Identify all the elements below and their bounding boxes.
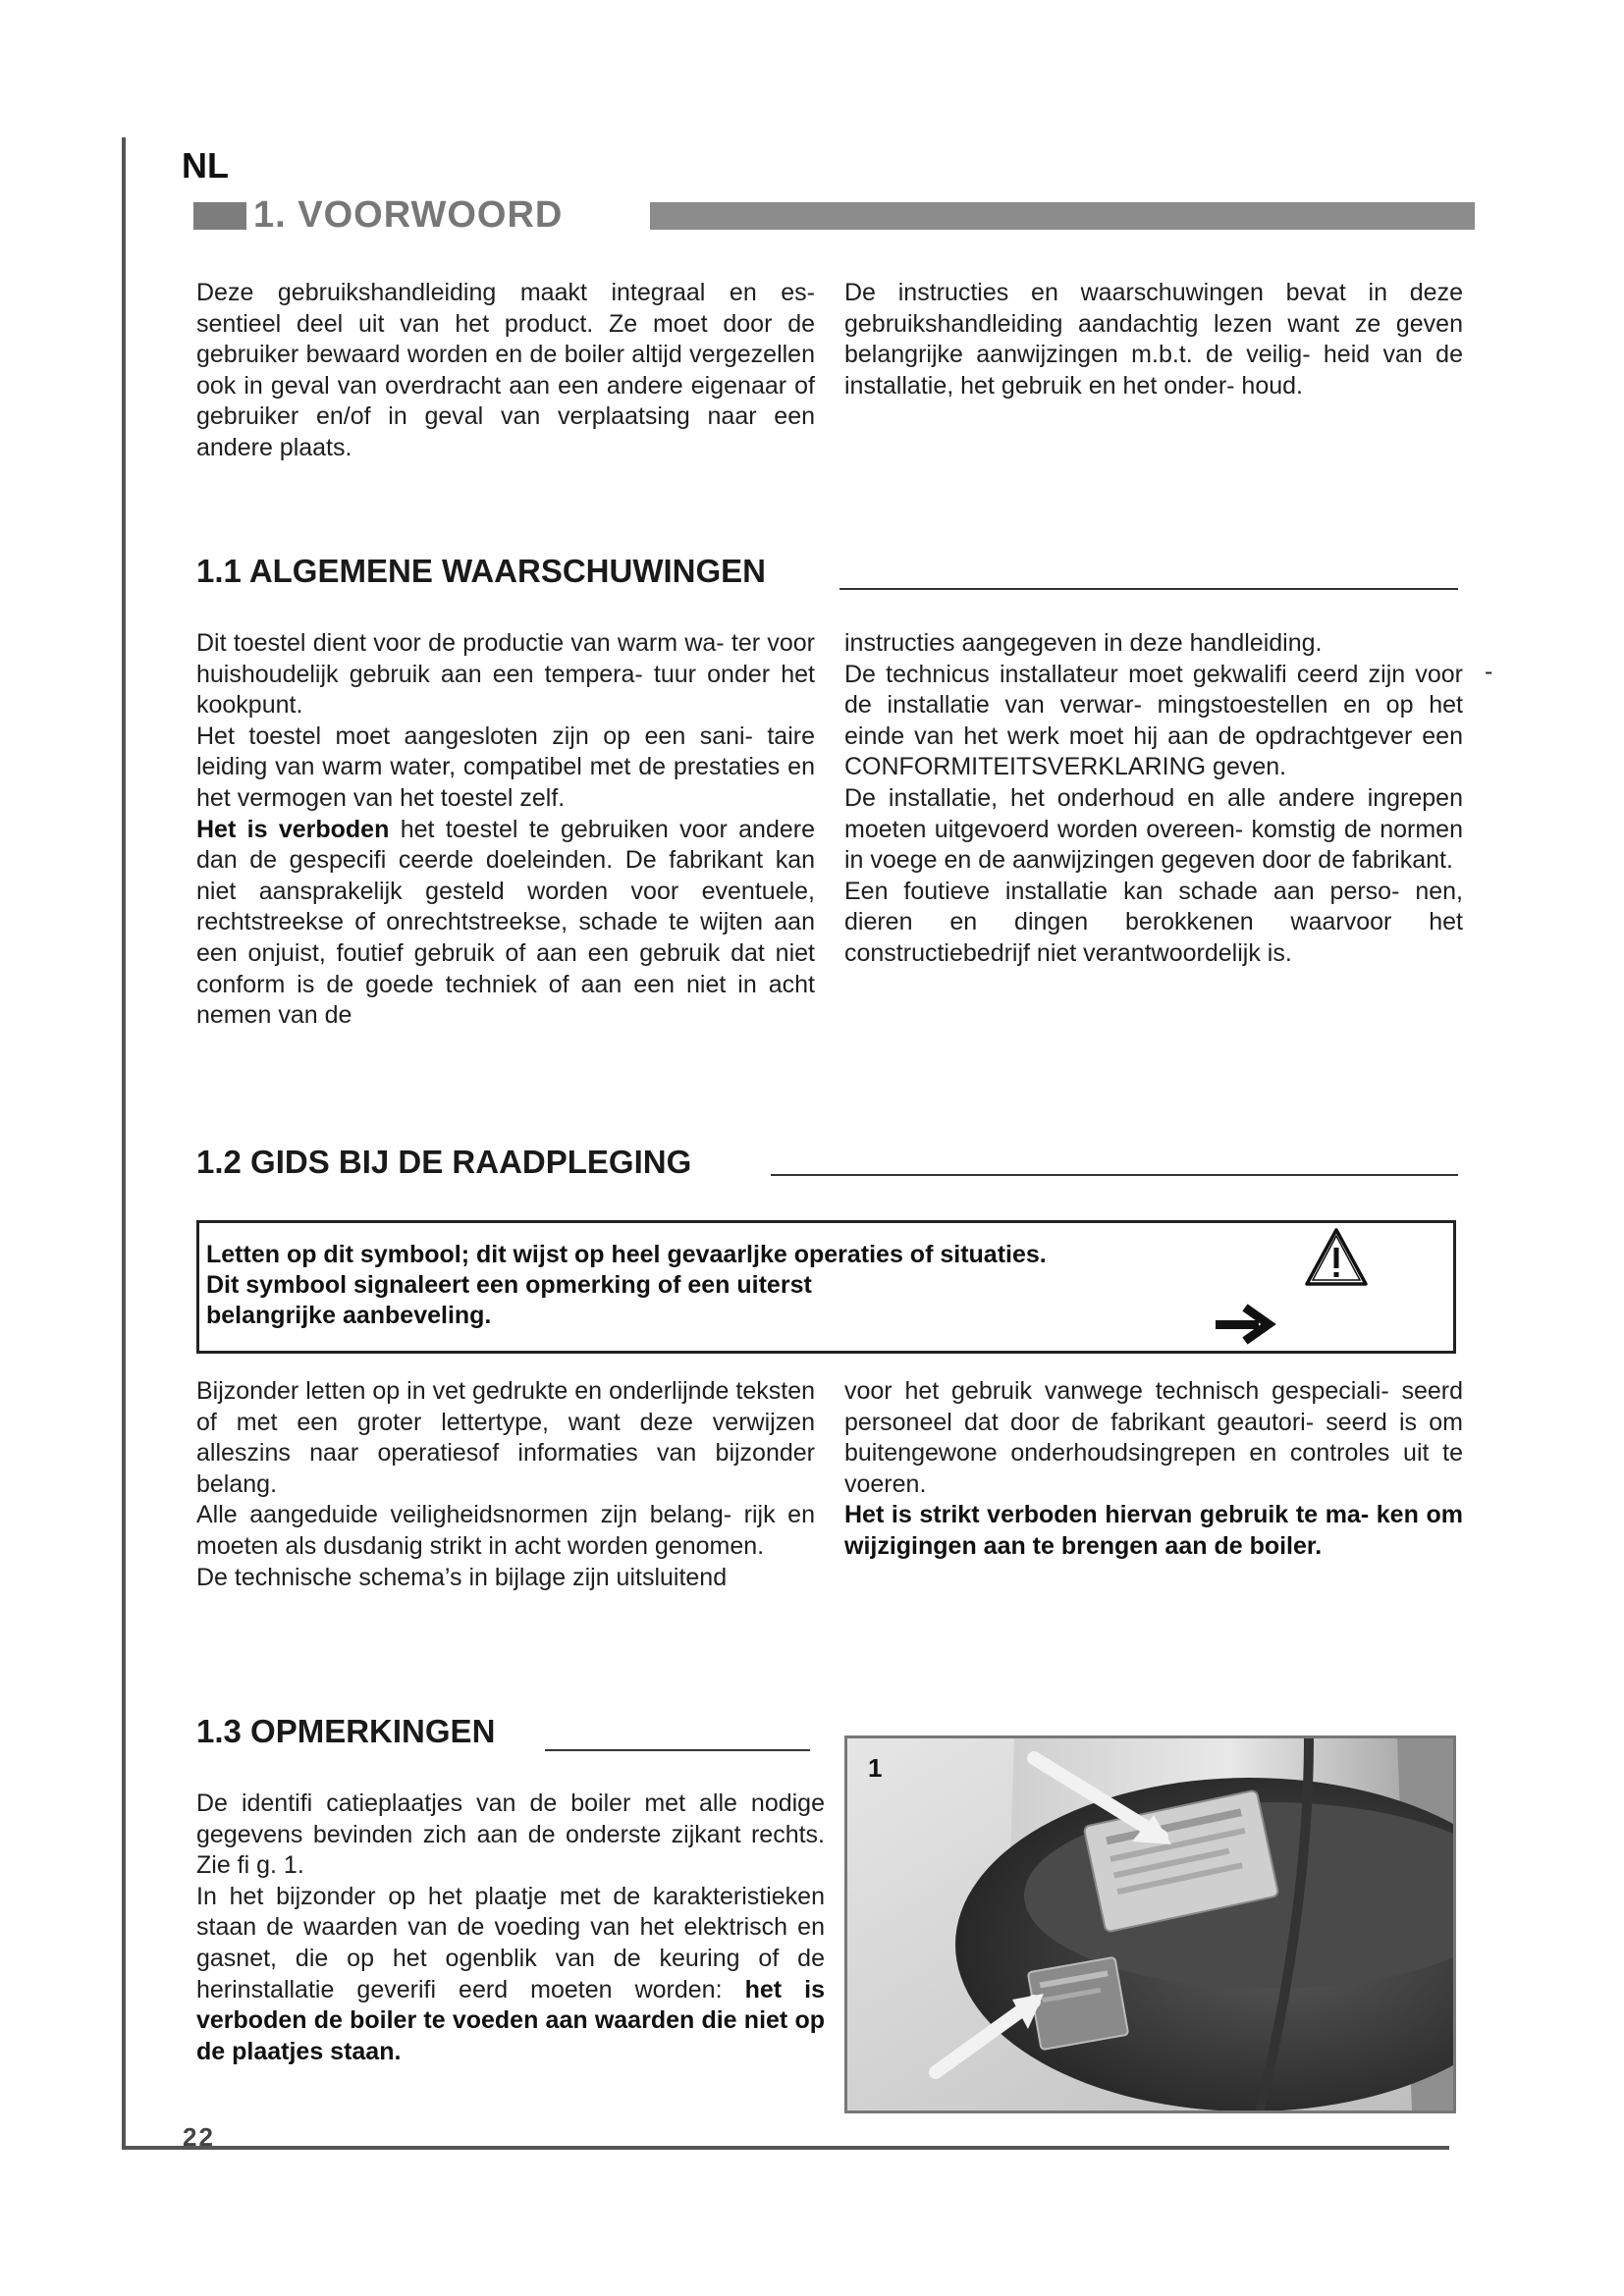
warning-line: Letten op dit symbool; dit wijst op heel gevaarljke operaties of situaties. xyxy=(206,1241,1047,1268)
page-margin-line xyxy=(122,137,126,2150)
bold-text: het is verboden de boiler te voeden aan waarden die niet op de plaatjes staan. xyxy=(196,1975,825,2065)
paragraph: De installatie, het onderhoud en alle andere ingrepen moeten uitgevoerd worden overeen- komstig de normen in voege en de aanwijzingen gegeven door de fabrikant. xyxy=(844,783,1463,875)
section-title-bar xyxy=(650,202,1475,230)
section-title: 1. VOORWOORD xyxy=(253,194,564,236)
page-number: 22 xyxy=(183,2122,215,2152)
paragraph: Alle aangeduide veiligheidsnormen zijn belang- rijk en moeten als dusdanig strikt in acht worden genomen. xyxy=(196,1501,815,1560)
warning-triangle-icon xyxy=(1304,1227,1369,1288)
paragraph: voor het gebruik vanwege technisch gespeciali- seerd personeel dat door de fabrikant geautori- seerd is om buitengewone onderhoudsingrepen en controles uit te voeren. xyxy=(844,1377,1463,1498)
paragraph xyxy=(196,1882,825,2068)
boiler-illustration xyxy=(847,1738,1453,2110)
arrow-right-icon xyxy=(1212,1304,1280,1345)
voorwoord-right-column xyxy=(844,278,1463,401)
heading-1-2: 1.2 GIDS BIJ DE RAADPLEGING xyxy=(196,1144,692,1180)
paragraph: Het toestel moet aangesloten zijn op een sani- taire leiding van warm water, compatibel met de prestaties en het vermogen van het toestel zelf. xyxy=(196,721,815,812)
stray-dash: - xyxy=(1485,658,1493,685)
paragraph: De technische schema’s in bijlage zijn uitsluitend xyxy=(196,1563,728,1591)
section-1-1-left-column xyxy=(196,628,815,1032)
heading-1-1: 1.1 ALGEMENE WAARSCHUWINGEN xyxy=(196,553,766,589)
section-1-2-right-column xyxy=(844,1376,1463,1563)
section-1-1-right-column xyxy=(844,628,1463,970)
figure-label: 1 xyxy=(868,1753,883,1783)
heading-1-2-rule xyxy=(771,1174,1458,1176)
voorwoord-left-column xyxy=(196,278,815,464)
paragraph xyxy=(196,815,815,1032)
warning-text xyxy=(206,1240,1047,1331)
bold-text: Het is verboden xyxy=(196,815,390,843)
paragraph: De identifi catieplaatjes van de boiler met alle nodige gegevens bevinden zich aan de onderste zijkant rechts. Zie fi g. 1. xyxy=(196,1789,825,1880)
paragraph: De technicus installateur moet gekwalifi ceerd zijn voor de installatie van verwar- mingstoestellen en op het einde van het werk moet hij aan de opdrachtgever een CONFORMITEITSVERKLARING geven. xyxy=(844,660,1463,781)
heading-1-3-rule xyxy=(545,1749,810,1751)
paragraph-rest: het toestel te gebruiken voor andere dan de gespecifi ceerde doeleinden. De fabrikant kan niet aansprakelijk gesteld worden voor eventuele, rechtstreekse of onrechtstreekse, schade te wijten aan een onjuist, foutief gebruik of aan een gebruik dat niet conform is de goede techniek of aan een niet in acht nemen van de xyxy=(196,815,815,1030)
paragraph xyxy=(844,1500,1463,1562)
section-1-3-text xyxy=(196,1789,825,2067)
section-marker xyxy=(193,202,246,230)
voorwoord-right-text: De instructies en waarschuwingen bevat in deze gebruikshandleiding aandachtig lezen want ze geven belangrijke aanwijzingen m.b.t. de veilig- heid van de installatie, het gebruik en het onder- houd. xyxy=(844,279,1463,400)
paragraph: Bijzonder letten op in vet gedrukte en onderlijnde teksten of met een groter lettertype, want deze verwijzen alleszins naar operatiesof informaties van bijzonder belang. xyxy=(196,1377,815,1498)
heading-1-1-rule xyxy=(839,588,1458,590)
warning-line: belangrijke aanbeveling. xyxy=(206,1302,492,1329)
figure-boiler-photo xyxy=(844,1735,1456,2113)
paragraph-rest: In het bijzonder op het plaatje met de karakteristieken staan de waarden van de voeding van het elektrisch en gasnet, die op het ogenblik van de keuring of de herinstallatie geverifi eerd moeten worden: xyxy=(196,1882,825,2003)
paragraph: Een foutieve installatie kan schade aan perso- nen, dieren en dingen berokkenen waarvoor het constructiebedrijf niet verantwoordelijk is. xyxy=(844,877,1463,967)
section-1-2-left-column xyxy=(196,1376,815,1593)
paragraph: instructies aangegeven in deze handleiding. xyxy=(844,629,1323,657)
footer-rule xyxy=(122,2146,1449,2150)
language-code: NL xyxy=(182,145,229,186)
bold-text: Het is strikt verboden hiervan gebruik te ma- ken om wijzigingen aan te brengen aan de boiler. xyxy=(844,1501,1463,1560)
voorwoord-left-text: Deze gebruikshandleiding maakt integraal en es- sentieel deel uit van het product. Ze moet door de gebruiker bewaard worden en de boiler altijd vergezellen ook in geval van overdracht aan een andere eigenaar of gebruiker en/of in geval van verplaatsing naar een andere plaats. xyxy=(196,279,815,461)
warning-line: Dit symbool signaleert een opmerking of een uiterst xyxy=(206,1271,812,1299)
heading-1-3: 1.3 OPMERKINGEN xyxy=(196,1713,496,1749)
paragraph: Dit toestel dient voor de productie van warm wa- ter voor huishoudelijk gebruik aan een tempera- tuur onder het kookpunt. xyxy=(196,629,815,720)
